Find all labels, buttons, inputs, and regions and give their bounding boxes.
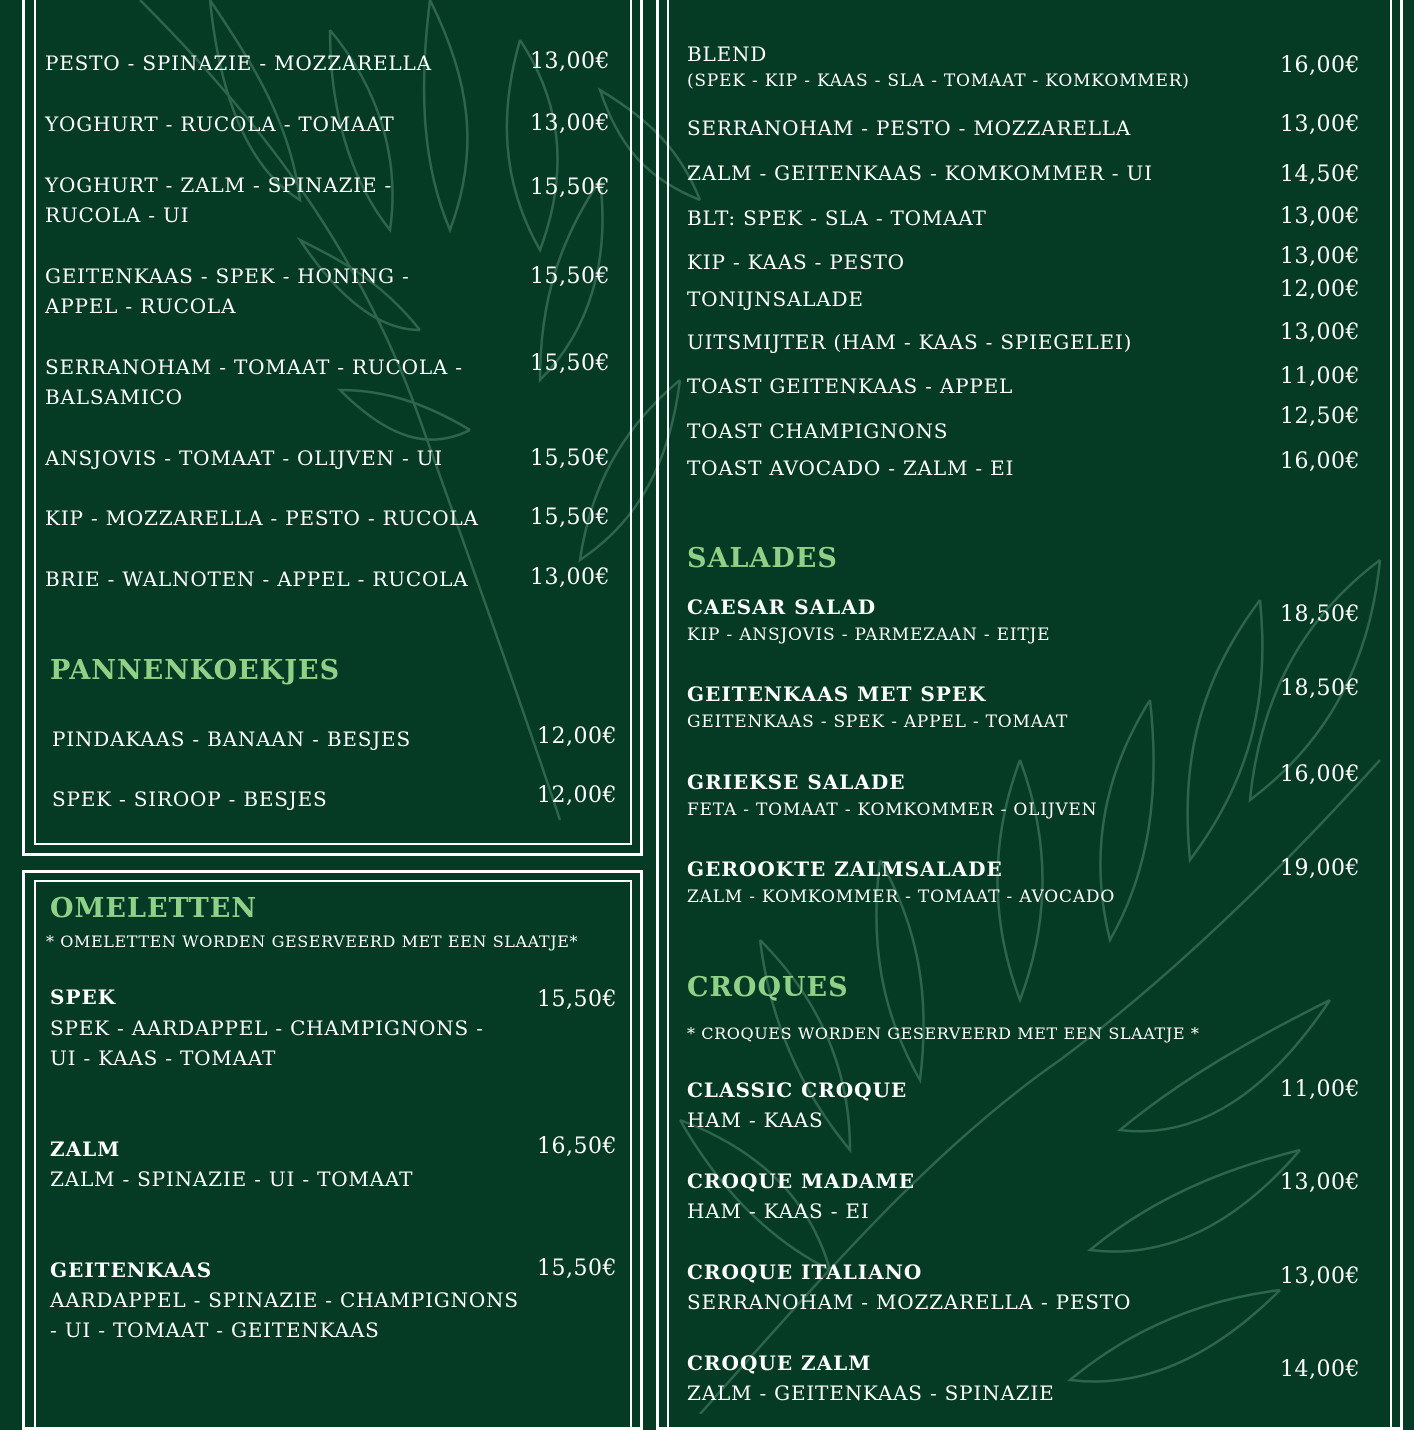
section-note: * CROQUES WORDEN GESERVEERD MET EEN SLAATJE * bbox=[687, 1024, 1200, 1043]
menu-item-name: TONIJNSALADE bbox=[687, 287, 864, 311]
menu-item-name-line2: APPEL - RUCOLA bbox=[45, 294, 237, 318]
menu-item-name-line2: RUCOLA - UI bbox=[45, 203, 190, 227]
menu-item-price: 19,00€ bbox=[1280, 856, 1360, 881]
section-heading-croques: CROQUES bbox=[687, 972, 849, 1003]
section-heading-omeletten: OMELETTEN bbox=[50, 893, 258, 924]
menu-item-desc: HAM - KAAS bbox=[687, 1108, 824, 1132]
menu-item-desc: SPEK - AARDAPPEL - CHAMPIGNONS - bbox=[50, 1016, 484, 1040]
menu-item-name: YOGHURT - ZALM - SPINAZIE - bbox=[45, 173, 393, 197]
menu-item-price: 13,00€ bbox=[1280, 1170, 1360, 1195]
menu-item-desc: ZALM - SPINAZIE - UI - TOMAAT bbox=[50, 1167, 414, 1191]
menu-item-price: 16,50€ bbox=[537, 1134, 617, 1159]
menu-item-name: BLEND bbox=[687, 42, 768, 66]
menu-item-price: 12,00€ bbox=[537, 783, 617, 808]
menu-item-name: GEROOKTE ZALMSALADE bbox=[687, 857, 1003, 881]
menu-item-price: 15,50€ bbox=[530, 505, 610, 530]
menu-item-desc: ZALM - KOMKOMMER - TOMAAT - AVOCADO bbox=[687, 887, 1116, 907]
menu-item-name: GEITENKAAS - SPEK - HONING - bbox=[45, 264, 410, 288]
menu-item-desc: SERRANOHAM - MOZZARELLA - PESTO bbox=[687, 1290, 1132, 1314]
menu-item-name: SPEK bbox=[50, 985, 117, 1009]
menu-item-desc: KIP - ANSJOVIS - PARMEZAAN - EITJE bbox=[687, 625, 1051, 645]
menu-item-name: TOAST AVOCADO - ZALM - EI bbox=[687, 456, 1015, 480]
menu-item-desc-line2: UI - KAAS - TOMAAT bbox=[50, 1046, 277, 1070]
menu-item-name: KIP - MOZZARELLA - PESTO - RUCOLA bbox=[45, 506, 479, 530]
menu-item-name: ANSJOVIS - TOMAAT - OLIJVEN - UI bbox=[45, 446, 444, 470]
menu-item-name: CLASSIC CROQUE bbox=[687, 1078, 908, 1102]
menu-item-price: 12,00€ bbox=[1280, 277, 1360, 302]
menu-item-name: KIP - KAAS - PESTO bbox=[687, 250, 905, 274]
menu-item-price: 13,00€ bbox=[1280, 112, 1360, 137]
menu-item-name: GEITENKAAS bbox=[50, 1258, 213, 1282]
menu-item-desc: GEITENKAAS - SPEK - APPEL - TOMAAT bbox=[687, 712, 1069, 732]
menu-item-name-line2: (SPEK - KIP - KAAS - SLA - TOMAAT - KOMKOMMER) bbox=[687, 71, 1190, 91]
menu-item-name: YOGHURT - RUCOLA - TOMAAT bbox=[45, 112, 395, 136]
menu-item-price: 15,50€ bbox=[537, 1256, 617, 1281]
menu-item-price: 14,00€ bbox=[1280, 1357, 1360, 1382]
menu-item-name: TOAST CHAMPIGNONS bbox=[687, 419, 949, 443]
menu-item-name: UITSMIJTER (HAM - KAAS - SPIEGELEI) bbox=[687, 330, 1133, 354]
menu-item-name: SPEK - SIROOP - BESJES bbox=[52, 787, 328, 811]
menu-item-price: 11,00€ bbox=[1280, 364, 1360, 389]
menu-item-name: BLT: SPEK - SLA - TOMAAT bbox=[687, 206, 987, 230]
menu-item-name: CROQUE ITALIANO bbox=[687, 1260, 923, 1284]
menu-item-price: 15,50€ bbox=[530, 351, 610, 376]
menu-item-name: ZALM bbox=[50, 1137, 121, 1161]
menu-item-price: 15,50€ bbox=[537, 987, 617, 1012]
section-note: * OMELETTEN WORDEN GESERVEERD MET EEN SLAATJE* bbox=[46, 932, 579, 951]
menu-item-price: 13,00€ bbox=[530, 49, 610, 74]
menu-item-name: TOAST GEITENKAAS - APPEL bbox=[687, 374, 1014, 398]
menu-item-name: PINDAKAAS - BANAAN - BESJES bbox=[52, 727, 411, 751]
section-heading-salades: SALADES bbox=[687, 543, 838, 574]
menu-item-price: 12,50€ bbox=[1280, 404, 1360, 429]
section-heading-pannenkoekjes: PANNENKOEKJES bbox=[50, 655, 341, 686]
menu-item-name: SERRANOHAM - PESTO - MOZZARELLA bbox=[687, 116, 1132, 140]
menu-item-price: 13,00€ bbox=[530, 565, 610, 590]
menu-item-price: 13,00€ bbox=[1280, 1264, 1360, 1289]
menu-item-price: 16,00€ bbox=[1280, 53, 1360, 78]
menu-item-price: 15,50€ bbox=[530, 175, 610, 200]
menu-item-price: 18,50€ bbox=[1280, 602, 1360, 627]
menu-item-price: 14,50€ bbox=[1280, 162, 1360, 187]
menu-item-name: GRIEKSE SALADE bbox=[687, 770, 906, 794]
menu-item-desc: ZALM - GEITENKAAS - SPINAZIE bbox=[687, 1381, 1055, 1405]
menu-item-name: PESTO - SPINAZIE - MOZZARELLA bbox=[45, 51, 432, 75]
menu-item-price: 13,00€ bbox=[1280, 244, 1360, 269]
menu-item-price: 15,50€ bbox=[530, 446, 610, 471]
menu-item-desc: FETA - TOMAAT - KOMKOMMER - OLIJVEN bbox=[687, 800, 1098, 820]
menu-item-name: CAESAR SALAD bbox=[687, 595, 877, 619]
menu-item-price: 16,00€ bbox=[1280, 762, 1360, 787]
menu-item-name: GEITENKAAS MET SPEK bbox=[687, 682, 987, 706]
menu-item-price: 13,00€ bbox=[1280, 204, 1360, 229]
menu-item-name: CROQUE ZALM bbox=[687, 1351, 872, 1375]
menu-item-price: 11,00€ bbox=[1280, 1077, 1360, 1102]
menu-item-desc: HAM - KAAS - EI bbox=[687, 1199, 870, 1223]
menu-item-price: 13,00€ bbox=[1280, 320, 1360, 345]
menu-item-price: 18,50€ bbox=[1280, 676, 1360, 701]
menu-item-price: 15,50€ bbox=[530, 264, 610, 289]
menu-item-name: CROQUE MADAME bbox=[687, 1169, 915, 1193]
menu-item-name: BRIE - WALNOTEN - APPEL - RUCOLA bbox=[45, 567, 469, 591]
menu-item-price: 16,00€ bbox=[1280, 449, 1360, 474]
menu-item-desc: AARDAPPEL - SPINAZIE - CHAMPIGNONS bbox=[50, 1288, 519, 1312]
menu-item-name-line2: BALSAMICO bbox=[45, 385, 183, 409]
menu-item-name: ZALM - GEITENKAAS - KOMKOMMER - UI bbox=[687, 161, 1153, 185]
menu-item-name: SERRANOHAM - TOMAAT - RUCOLA - bbox=[45, 355, 463, 379]
menu-item-price: 13,00€ bbox=[530, 111, 610, 136]
menu-item-desc-line2: - UI - TOMAAT - GEITENKAAS bbox=[50, 1318, 380, 1342]
menu-item-price: 12,00€ bbox=[537, 724, 617, 749]
